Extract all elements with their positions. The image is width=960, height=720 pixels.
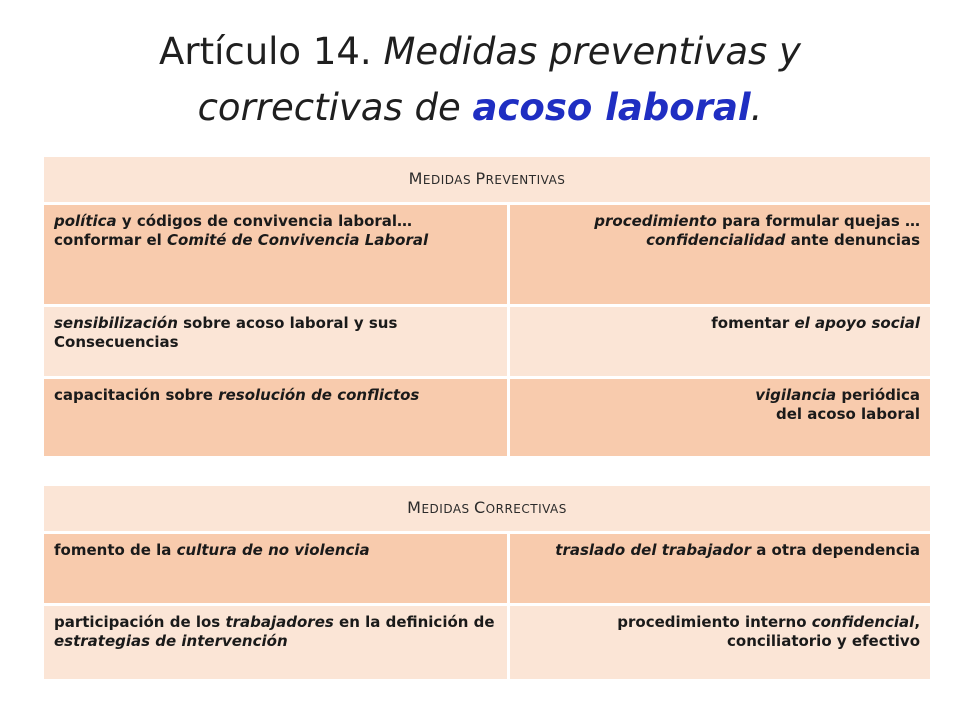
table-cell: política y códigos de convivencia laboral… conformar el Comité de Convivencia Laboral [44, 204, 508, 306]
page-title [0, 24, 960, 136]
table-cell: procedimiento interno confidencial, conciliatorio y efectivo [508, 605, 930, 680]
table-cell: traslado del trabajador a otra dependencia [508, 533, 930, 605]
title-line-1: Artículo 14. Medidas preventivas y [159, 30, 801, 73]
title-line-2: correctivas de acoso laboral. [197, 86, 763, 129]
table-row [44, 605, 930, 680]
table-cell: fomentar el apoyo social [508, 306, 930, 378]
table-row [44, 306, 930, 378]
table-row [44, 378, 930, 457]
table-cell: vigilancia periódica del acoso laboral [508, 378, 930, 457]
table-cell: sensibilización sobre acoso laboral y sus Consecuencias [44, 306, 508, 378]
preventive-measures-table [44, 157, 930, 456]
corrective-header: MEDIDAS CORRECTIVAS [44, 486, 930, 533]
table-cell: fomento de la cultura de no violencia [44, 533, 508, 605]
table-row [44, 533, 930, 605]
preventive-header: MEDIDAS PREVENTIVAS [44, 157, 930, 204]
table-row [44, 204, 930, 306]
corrective-measures-table [44, 486, 930, 679]
title-highlight: acoso laboral [472, 86, 751, 129]
table-cell: procedimiento para formular quejas … confidencialidad ante denuncias [508, 204, 930, 306]
table-cell: participación de los trabajadores en la definición de estrategias de intervención [44, 605, 508, 680]
table-cell: capacitación sobre resolución de conflictos [44, 378, 508, 457]
